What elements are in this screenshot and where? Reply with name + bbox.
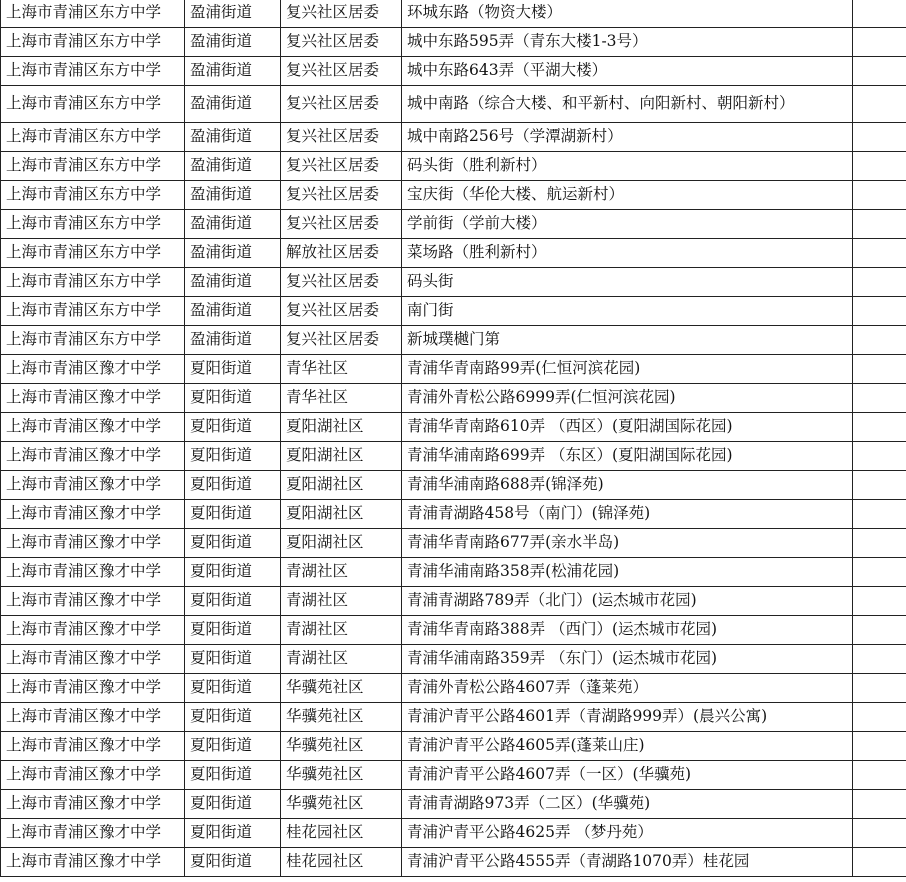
remark-cell [853,86,906,123]
school-cell: 上海市青浦区豫才中学 [1,616,185,645]
street-cell: 夏阳街道 [185,529,281,558]
school-cell: 上海市青浦区豫才中学 [1,500,185,529]
school-cell: 上海市青浦区豫才中学 [1,413,185,442]
table-row [1,0,906,28]
street-cell: 夏阳街道 [185,674,281,703]
community-cell: 复兴社区居委 [281,268,402,297]
community-cell: 桂花园社区 [281,819,402,848]
street-cell: 盈浦街道 [185,239,281,268]
school-cell: 上海市青浦区豫才中学 [1,790,185,819]
table-row [1,152,906,181]
community-cell: 复兴社区居委 [281,86,402,123]
community-cell: 华骥苑社区 [281,790,402,819]
school-cell: 上海市青浦区东方中学 [1,123,185,152]
community-cell: 复兴社区居委 [281,181,402,210]
community-cell: 桂花园社区 [281,848,402,877]
community-cell: 夏阳湖社区 [281,442,402,471]
street-cell: 盈浦街道 [185,181,281,210]
address-cell: 青浦华浦南路359弄 （东门）(运杰城市花园) [402,645,853,674]
address-cell: 青浦华青南路677弄(亲水半岛) [402,529,853,558]
street-cell: 盈浦街道 [185,152,281,181]
street-cell: 夏阳街道 [185,500,281,529]
address-cell: 青浦华浦南路688弄(锦泽苑) [402,471,853,500]
address-cell: 青浦青湖路789弄（北门）(运杰城市花园) [402,587,853,616]
street-cell: 夏阳街道 [185,732,281,761]
table-row [1,674,906,703]
street-cell: 盈浦街道 [185,210,281,239]
table-row [1,123,906,152]
community-cell: 复兴社区居委 [281,0,402,28]
street-cell: 夏阳街道 [185,645,281,674]
community-cell: 复兴社区居委 [281,326,402,355]
address-cell: 菜场路（胜利新村） [402,239,853,268]
remark-cell [853,848,906,877]
address-cell: 青浦沪青平公路4601弄（青湖路999弄）(晨兴公寓) [402,703,853,732]
remark-cell [853,616,906,645]
school-cell: 上海市青浦区东方中学 [1,181,185,210]
address-cell: 环城东路（物资大楼） [402,0,853,28]
table-row [1,761,906,790]
address-cell: 南门街 [402,297,853,326]
table-row [1,57,906,86]
street-cell: 盈浦街道 [185,57,281,86]
table-row [1,587,906,616]
address-cell: 青浦华浦南路699弄 （东区）(夏阳湖国际花园) [402,442,853,471]
community-cell: 夏阳湖社区 [281,413,402,442]
street-cell: 夏阳街道 [185,442,281,471]
school-cell: 上海市青浦区豫才中学 [1,819,185,848]
remark-cell [853,384,906,413]
remark-cell [853,268,906,297]
address-cell: 码头街（胜利新村） [402,152,853,181]
address-cell: 青浦华青南路610弄 （西区）(夏阳湖国际花园) [402,413,853,442]
community-cell: 青湖社区 [281,616,402,645]
community-cell: 解放社区居委 [281,239,402,268]
address-cell: 青浦青湖路458号（南门）(锦泽苑) [402,500,853,529]
school-cell: 上海市青浦区豫才中学 [1,703,185,732]
school-cell: 上海市青浦区豫才中学 [1,761,185,790]
community-cell: 华骥苑社区 [281,674,402,703]
community-cell: 复兴社区居委 [281,123,402,152]
street-cell: 夏阳街道 [185,558,281,587]
remark-cell [853,703,906,732]
table-row [1,28,906,57]
remark-cell [853,28,906,57]
table-row [1,819,906,848]
table-row [1,384,906,413]
community-cell: 青湖社区 [281,645,402,674]
remark-cell [853,558,906,587]
table-row [1,442,906,471]
community-cell: 青华社区 [281,384,402,413]
school-cell: 上海市青浦区豫才中学 [1,384,185,413]
street-cell: 盈浦街道 [185,0,281,28]
street-cell: 夏阳街道 [185,703,281,732]
community-cell: 青华社区 [281,355,402,384]
street-cell: 夏阳街道 [185,355,281,384]
address-cell: 青浦外青松公路4607弄（蓬莱苑） [402,674,853,703]
street-cell: 夏阳街道 [185,848,281,877]
community-cell: 夏阳湖社区 [281,471,402,500]
table-row [1,239,906,268]
school-cell: 上海市青浦区豫才中学 [1,848,185,877]
community-cell: 夏阳湖社区 [281,529,402,558]
school-cell: 上海市青浦区豫才中学 [1,471,185,500]
school-cell: 上海市青浦区豫才中学 [1,355,185,384]
remark-cell [853,123,906,152]
school-cell: 上海市青浦区豫才中学 [1,558,185,587]
address-cell: 宝庆街（华伦大楼、航运新村） [402,181,853,210]
street-cell: 夏阳街道 [185,761,281,790]
street-cell: 夏阳街道 [185,616,281,645]
address-cell: 城中东路643弄（平湖大楼） [402,57,853,86]
table-row [1,413,906,442]
school-cell: 上海市青浦区东方中学 [1,297,185,326]
remark-cell [853,239,906,268]
community-cell: 华骥苑社区 [281,732,402,761]
table-row [1,355,906,384]
school-cell: 上海市青浦区豫才中学 [1,732,185,761]
community-cell: 华骥苑社区 [281,761,402,790]
school-cell: 上海市青浦区东方中学 [1,86,185,123]
remark-cell [853,529,906,558]
street-cell: 夏阳街道 [185,384,281,413]
community-cell: 复兴社区居委 [281,28,402,57]
street-cell: 夏阳街道 [185,471,281,500]
school-cell: 上海市青浦区东方中学 [1,210,185,239]
address-cell: 青浦沪青平公路4555弄（青湖路1070弄）桂花园 [402,848,853,877]
remark-cell [853,732,906,761]
table-row [1,848,906,877]
remark-cell [853,210,906,239]
street-cell: 夏阳街道 [185,413,281,442]
remark-cell [853,152,906,181]
address-cell: 青浦外青松公路6999弄(仁恒河滨花园) [402,384,853,413]
community-cell: 华骥苑社区 [281,703,402,732]
address-cell: 青浦沪青平公路4605弄(蓬莱山庄) [402,732,853,761]
community-cell: 复兴社区居委 [281,210,402,239]
address-cell: 青浦沪青平公路4607弄（一区）(华骥苑) [402,761,853,790]
school-cell: 上海市青浦区豫才中学 [1,674,185,703]
school-cell: 上海市青浦区东方中学 [1,268,185,297]
community-cell: 复兴社区居委 [281,152,402,181]
community-cell: 青湖社区 [281,558,402,587]
address-cell: 青浦华浦南路358弄(松浦花园) [402,558,853,587]
street-cell: 盈浦街道 [185,297,281,326]
remark-cell [853,442,906,471]
school-cell: 上海市青浦区豫才中学 [1,442,185,471]
remark-cell [853,819,906,848]
table-row [1,616,906,645]
table-row [1,703,906,732]
remark-cell [853,587,906,616]
school-cell: 上海市青浦区豫才中学 [1,529,185,558]
street-cell: 盈浦街道 [185,123,281,152]
table-row [1,790,906,819]
street-cell: 盈浦街道 [185,326,281,355]
remark-cell [853,790,906,819]
table-row [1,529,906,558]
table-row [1,181,906,210]
community-cell: 复兴社区居委 [281,297,402,326]
table-row [1,210,906,239]
school-cell: 上海市青浦区东方中学 [1,0,185,28]
table-row [1,732,906,761]
address-cell: 城中东路595弄（青东大楼1-3号） [402,28,853,57]
address-cell: 城中南路256号（学潭湖新村） [402,123,853,152]
street-cell: 盈浦街道 [185,28,281,57]
community-cell: 青湖社区 [281,587,402,616]
remark-cell [853,761,906,790]
remark-cell [853,57,906,86]
address-cell: 新城璞樾门第 [402,326,853,355]
street-cell: 夏阳街道 [185,790,281,819]
table-row [1,297,906,326]
table-row [1,471,906,500]
address-cell: 青浦青湖路973弄（二区）(华骥苑) [402,790,853,819]
table-row [1,500,906,529]
school-cell: 上海市青浦区东方中学 [1,57,185,86]
remark-cell [853,326,906,355]
remark-cell [853,297,906,326]
remark-cell [853,355,906,384]
table-row [1,86,906,123]
address-cell: 青浦华青南路388弄 （西门）(运杰城市花园) [402,616,853,645]
remark-cell [853,674,906,703]
remark-cell [853,413,906,442]
school-cell: 上海市青浦区东方中学 [1,152,185,181]
address-cell: 码头街 [402,268,853,297]
street-cell: 盈浦街道 [185,268,281,297]
address-cell: 青浦沪青平公路4625弄 （梦丹苑） [402,819,853,848]
school-cell: 上海市青浦区东方中学 [1,28,185,57]
school-cell: 上海市青浦区豫才中学 [1,587,185,616]
street-cell: 夏阳街道 [185,819,281,848]
address-cell: 城中南路（综合大楼、和平新村、向阳新村、朝阳新村） [402,86,853,123]
table-row [1,326,906,355]
community-cell: 夏阳湖社区 [281,500,402,529]
community-cell: 复兴社区居委 [281,57,402,86]
street-cell: 盈浦街道 [185,86,281,123]
school-cell: 上海市青浦区东方中学 [1,326,185,355]
address-cell: 学前街（学前大楼） [402,210,853,239]
school-cell: 上海市青浦区豫才中学 [1,645,185,674]
table-row [1,268,906,297]
street-cell: 夏阳街道 [185,587,281,616]
remark-cell [853,0,906,28]
remark-cell [853,500,906,529]
school-cell: 上海市青浦区东方中学 [1,239,185,268]
table-row [1,645,906,674]
remark-cell [853,181,906,210]
table-row [1,558,906,587]
table-body [1,0,906,877]
address-cell: 青浦华青南路99弄(仁恒河滨花园) [402,355,853,384]
remark-cell [853,645,906,674]
remark-cell [853,471,906,500]
